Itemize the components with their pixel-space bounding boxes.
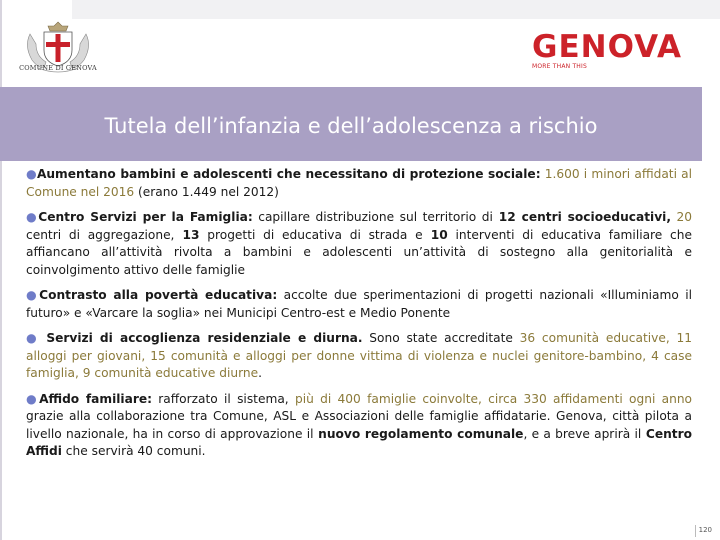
bullet-icon: ● bbox=[26, 210, 39, 224]
para-text: progetti di educativa di strada e bbox=[199, 227, 423, 242]
para-text: 12 centri socioeducativi, bbox=[492, 210, 671, 224]
left-edge-rule bbox=[0, 0, 2, 540]
genova-brand-logo bbox=[532, 29, 702, 70]
para-text: accolte due sperimentazioni di progetti nazionali «Illuminiamo il futuro» e «Varcare la soglia» nei Municipi Centro-est e Medio Ponente bbox=[26, 288, 692, 320]
para-text: centri di aggregazione, bbox=[26, 227, 175, 242]
para-text: Contrasto alla povertà educativa: bbox=[39, 288, 278, 302]
bullet-icon: ● bbox=[26, 331, 40, 345]
page-number-divider bbox=[695, 525, 696, 537]
bullet-icon: ● bbox=[26, 391, 40, 406]
paragraph-centro-servizi bbox=[26, 209, 692, 279]
title-banner bbox=[0, 87, 702, 161]
page-number: 120 bbox=[698, 526, 712, 534]
para-text: Affido familiare: bbox=[39, 391, 152, 406]
para-text: 20 bbox=[670, 210, 692, 224]
para-text: Sono state accreditate bbox=[362, 331, 513, 345]
para-text: rafforzato il sistema, bbox=[151, 391, 289, 406]
paragraph-accoglienza bbox=[26, 330, 692, 383]
para-text: nuovo regolamento comunale bbox=[313, 426, 524, 441]
top-strip bbox=[72, 0, 720, 19]
para-text: 10 bbox=[422, 227, 448, 242]
paragraph-affido bbox=[26, 391, 692, 461]
bullet-icon: ● bbox=[26, 167, 37, 181]
para-text: 13 bbox=[174, 227, 200, 242]
brand-tagline: MORE THAN THIS bbox=[532, 63, 587, 70]
slide-content bbox=[26, 166, 692, 469]
para-text: Aumentano bambini e adolescenti che necessitano di protezione sociale: bbox=[36, 167, 541, 181]
para-text: . bbox=[258, 366, 262, 380]
para-text: Servizi di accoglienza residenziale e diurna. bbox=[46, 331, 363, 345]
para-text: , e a breve aprirà il bbox=[523, 426, 642, 441]
para-text: Centro Affidi bbox=[26, 426, 692, 458]
logo-caption: COMUNE DI GENOVA bbox=[19, 64, 97, 72]
paragraph-minori bbox=[26, 166, 692, 201]
para-text: Centro Servizi per la Famiglia: bbox=[38, 210, 253, 224]
para-text: 36 comunità educative, 11 alloggi per giovani, 15 comunità e alloggi per donne vittima di violenza e nuclei genitore-bambino, 4 case famiglia, 9 comunità educative diurne bbox=[26, 331, 692, 380]
para-text: 1.600 i minori affidati al Comune nel 2016 bbox=[26, 167, 692, 199]
slide-title: Tutela dell’infanzia e dell’adolescenza a rischio bbox=[104, 114, 598, 138]
para-text: (erano 1.449 nel 2012) bbox=[134, 184, 279, 199]
bullet-icon: ● bbox=[26, 288, 40, 302]
para-text: grazie alla collaborazione tra Comune, ASL e Associazioni delle famiglie affidatarie. Genova, città pilota a livello nazionale, ha in corso di approvazione il bbox=[26, 409, 692, 441]
para-text: che servirà 40 comuni. bbox=[61, 444, 206, 458]
para-text: più di 400 famiglie coinvolte, circa 330 affidamenti ogni anno bbox=[288, 391, 693, 406]
paragraph-poverta-educativa bbox=[26, 287, 692, 322]
para-text: capillare distribuzione sul territorio di bbox=[252, 210, 493, 224]
brand-word: GENOVA bbox=[532, 29, 682, 65]
para-text: interventi di educativa familiare che affiancano all’attività rivolta a bambini e adolescenti un’attività di sostegno alla genitorialità e coinvolgimento attivo delle famiglie bbox=[26, 227, 692, 277]
